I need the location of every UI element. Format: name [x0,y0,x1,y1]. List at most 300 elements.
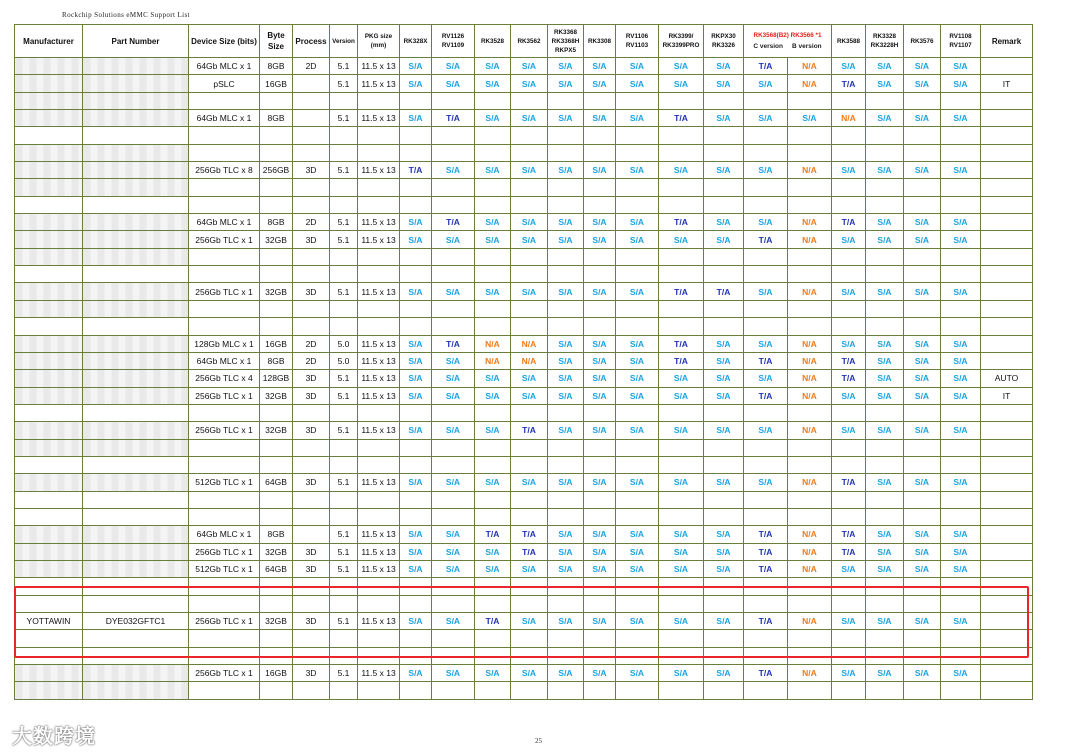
version-cell [330,595,358,612]
pkg-size-cell [358,578,400,595]
support-status-cell [704,92,744,109]
support-status-cell [432,630,475,647]
support-status-cell: S/A [866,162,904,179]
support-status-cell [511,682,548,699]
table-row [15,508,1033,525]
version-cell [330,630,358,647]
pkg-size-cell: 11.5 x 13 [358,474,400,491]
support-status-cell: S/A [941,474,981,491]
pkg-size-cell [358,595,400,612]
process-cell [293,110,330,127]
support-status-cell: S/A [866,75,904,92]
support-status-cell [400,266,432,283]
support-status-cell: T/A [832,352,866,369]
table-row [15,300,1033,317]
support-status-cell: S/A [400,474,432,491]
support-status-cell [904,595,941,612]
manufacturer-cell: YOTTAWIN [15,613,83,630]
remark-cell: IT [981,387,1033,404]
remark-cell [981,613,1033,630]
support-status-cell: S/A [400,75,432,92]
part-number-cell [83,144,189,161]
support-status-cell: T/A [659,335,704,352]
support-status-cell: N/A [788,283,832,300]
support-status-cell: S/A [400,335,432,352]
support-status-cell [584,682,616,699]
support-status-cell: S/A [659,665,704,682]
support-status-cell [432,456,475,473]
header-chip: RKPX30 RK3326 [704,25,744,58]
process-cell: 2D [293,214,330,231]
remark-cell [981,214,1033,231]
support-status-cell [400,144,432,161]
support-status-cell: S/A [616,474,659,491]
support-status-cell: T/A [832,474,866,491]
byte-size-cell: 32GB [260,422,293,439]
support-status-cell [432,196,475,213]
manufacturer-cell [15,231,83,248]
support-status-cell: S/A [548,75,584,92]
support-status-cell: S/A [400,370,432,387]
support-status-cell: S/A [511,370,548,387]
support-status-cell [584,248,616,265]
support-status-cell [432,682,475,699]
version-cell: 5.1 [330,526,358,543]
support-status-cell [548,196,584,213]
support-status-cell: S/A [904,283,941,300]
support-status-cell [616,439,659,456]
support-status-cell: S/A [704,231,744,248]
byte-size-cell [260,578,293,595]
byte-size-cell [260,266,293,283]
support-status-cell: S/A [475,58,511,75]
support-status-cell [866,682,904,699]
pkg-size-cell: 11.5 x 13 [358,560,400,577]
part-number-cell [83,439,189,456]
table-row [15,665,1033,682]
support-status-cell [548,491,584,508]
header-chip: RK3308 [584,25,616,58]
support-status-cell [548,647,584,664]
support-status-cell [704,682,744,699]
support-status-cell: N/A [788,75,832,92]
remark-cell [981,647,1033,664]
manufacturer-cell [15,335,83,352]
support-status-cell: N/A [788,370,832,387]
process-cell: 3D [293,370,330,387]
support-status-cell: S/A [866,352,904,369]
process-cell: 3D [293,387,330,404]
version-cell [330,404,358,421]
version-cell [330,456,358,473]
support-status-cell [511,508,548,525]
support-status-cell: S/A [904,370,941,387]
support-status-cell: N/A [832,110,866,127]
part-number-cell [83,526,189,543]
version-cell [330,144,358,161]
byte-size-cell: 32GB [260,543,293,560]
byte-size-cell: 8GB [260,526,293,543]
support-status-cell [584,300,616,317]
support-status-cell: S/A [548,526,584,543]
device-size-cell: 64Gb MLC x 1 [189,110,260,127]
support-status-cell [511,300,548,317]
table-row [15,179,1033,196]
support-status-cell [616,196,659,213]
support-status-cell: S/A [866,474,904,491]
support-status-cell [432,491,475,508]
version-cell [330,491,358,508]
support-status-cell: S/A [616,665,659,682]
support-status-cell [511,92,548,109]
support-status-cell [904,682,941,699]
process-cell [293,439,330,456]
support-status-cell: S/A [432,422,475,439]
manufacturer-cell [15,526,83,543]
support-status-cell: T/A [832,370,866,387]
support-status-cell [616,491,659,508]
support-status-cell [744,196,788,213]
support-status-cell: T/A [432,110,475,127]
support-status-cell [788,248,832,265]
manufacturer-cell [15,387,83,404]
part-number-cell [83,682,189,699]
part-number-cell [83,318,189,335]
manufacturer-cell [15,248,83,265]
support-status-cell [475,144,511,161]
device-size-cell [189,92,260,109]
support-status-cell [548,578,584,595]
support-status-cell: S/A [744,75,788,92]
support-status-cell [866,248,904,265]
support-status-cell [704,456,744,473]
support-status-cell: T/A [511,422,548,439]
support-status-cell [904,266,941,283]
support-status-cell [432,439,475,456]
support-status-cell [584,439,616,456]
support-status-cell: S/A [511,283,548,300]
process-cell [293,318,330,335]
support-status-cell [904,144,941,161]
device-size-cell [189,179,260,196]
manufacturer-cell [15,370,83,387]
support-status-cell [548,127,584,144]
support-status-cell: S/A [548,231,584,248]
support-status-cell [832,144,866,161]
support-status-cell: S/A [904,231,941,248]
table-row [15,456,1033,473]
device-size-cell [189,491,260,508]
support-status-cell: S/A [941,370,981,387]
support-status-cell [832,508,866,525]
device-size-cell: 256Gb TLC x 1 [189,613,260,630]
support-status-cell: S/A [432,352,475,369]
support-status-cell [704,647,744,664]
manufacturer-cell [15,682,83,699]
support-status-cell [904,179,941,196]
table-row [15,248,1033,265]
support-status-cell [704,508,744,525]
support-status-cell: S/A [584,58,616,75]
device-size-cell [189,196,260,213]
byte-size-cell [260,682,293,699]
support-status-cell [832,92,866,109]
support-status-cell: S/A [704,613,744,630]
support-status-cell: S/A [616,214,659,231]
support-status-cell: S/A [866,543,904,560]
support-status-cell: S/A [548,543,584,560]
support-status-cell [904,248,941,265]
support-status-cell [832,318,866,335]
support-status-cell: S/A [866,613,904,630]
support-status-cell [866,456,904,473]
support-status-cell: S/A [584,231,616,248]
process-cell [293,248,330,265]
support-status-cell [744,127,788,144]
support-status-cell [744,439,788,456]
support-status-cell [432,144,475,161]
header-c-version: C version [753,43,783,50]
support-status-cell [659,196,704,213]
byte-size-cell: 16GB [260,665,293,682]
pkg-size-cell [358,630,400,647]
support-status-cell: S/A [659,560,704,577]
support-status-cell: S/A [475,283,511,300]
support-status-cell [659,456,704,473]
support-status-cell [832,682,866,699]
support-status-cell [866,266,904,283]
pkg-size-cell: 11.5 x 13 [358,110,400,127]
support-status-cell [659,266,704,283]
byte-size-cell [260,196,293,213]
support-status-cell [475,92,511,109]
device-size-cell [189,630,260,647]
support-status-cell: S/A [659,474,704,491]
support-status-cell [704,248,744,265]
support-status-cell [866,404,904,421]
pkg-size-cell [358,456,400,473]
remark-cell [981,300,1033,317]
pkg-size-cell [358,92,400,109]
version-cell [330,127,358,144]
support-status-cell: S/A [584,613,616,630]
device-size-cell: 512Gb TLC x 1 [189,560,260,577]
support-status-cell: S/A [704,422,744,439]
support-status-cell: S/A [832,560,866,577]
table-body [15,58,1033,700]
support-status-cell: S/A [866,110,904,127]
manufacturer-cell [15,595,83,612]
support-status-cell [616,127,659,144]
part-number-cell [83,578,189,595]
support-status-cell: S/A [904,352,941,369]
support-status-cell: S/A [941,110,981,127]
pkg-size-cell [358,127,400,144]
header-chip: RK3368 RK3368H RKPX5 [548,25,584,58]
pkg-size-cell [358,682,400,699]
table-row [15,335,1033,352]
manufacturer-cell [15,352,83,369]
part-number-cell [83,491,189,508]
support-status-cell: S/A [475,560,511,577]
support-status-cell [475,404,511,421]
process-cell [293,682,330,699]
support-status-cell: N/A [788,58,832,75]
support-status-cell: S/A [659,75,704,92]
byte-size-cell [260,647,293,664]
process-cell [293,75,330,92]
header-rk3568-label: RK3568(B2) RK3566 *1 [753,32,822,39]
support-status-cell: S/A [904,613,941,630]
version-cell [330,439,358,456]
pkg-size-cell: 11.5 x 13 [358,543,400,560]
support-status-cell: S/A [704,543,744,560]
support-status-cell: N/A [475,335,511,352]
header-device-size: Device Size (bits) [189,25,260,58]
manufacturer-cell [15,422,83,439]
support-status-cell [788,92,832,109]
version-cell: 5.1 [330,474,358,491]
support-status-cell: S/A [548,352,584,369]
support-status-cell: S/A [432,58,475,75]
support-status-cell: N/A [788,352,832,369]
manufacturer-cell [15,543,83,560]
support-status-cell: N/A [788,665,832,682]
manufacturer-cell [15,578,83,595]
support-status-cell [704,595,744,612]
header-byte-size: Byte Size [260,25,293,58]
header-chip: RK3328 RK3228H [866,25,904,58]
support-status-cell [511,439,548,456]
table-row [15,578,1033,595]
manufacturer-cell [15,266,83,283]
support-status-cell: S/A [904,58,941,75]
process-cell: 3D [293,543,330,560]
version-cell [330,647,358,664]
support-status-cell: S/A [475,665,511,682]
support-status-cell: T/A [659,110,704,127]
support-status-cell: S/A [400,110,432,127]
support-status-cell [941,144,981,161]
version-cell: 5.1 [330,613,358,630]
support-status-cell: S/A [400,352,432,369]
table-row [15,647,1033,664]
support-status-cell: S/A [475,370,511,387]
support-status-cell: S/A [941,560,981,577]
support-status-cell: S/A [400,526,432,543]
support-status-cell: T/A [704,283,744,300]
part-number-cell [83,335,189,352]
support-status-cell: S/A [584,352,616,369]
support-status-cell: S/A [704,335,744,352]
version-cell: 5.1 [330,110,358,127]
support-status-cell [659,318,704,335]
header-chip: RK328X [400,25,432,58]
support-status-cell [866,630,904,647]
support-status-cell: S/A [432,474,475,491]
support-status-cell [704,300,744,317]
support-status-cell [866,595,904,612]
remark-cell [981,127,1033,144]
version-cell [330,179,358,196]
support-status-cell [788,647,832,664]
device-size-cell [189,248,260,265]
version-cell: 5.1 [330,422,358,439]
table-row [15,144,1033,161]
pkg-size-cell [358,508,400,525]
remark-cell [981,491,1033,508]
support-status-cell [511,179,548,196]
support-status-cell [866,196,904,213]
table-row [15,75,1033,92]
manufacturer-cell [15,404,83,421]
support-status-cell: S/A [548,110,584,127]
support-status-cell: N/A [475,352,511,369]
support-status-cell: N/A [788,422,832,439]
support-status-cell [511,578,548,595]
support-status-cell [832,595,866,612]
support-status-cell: S/A [659,613,704,630]
support-status-cell [904,404,941,421]
support-status-cell [432,127,475,144]
support-status-cell: S/A [400,231,432,248]
header-chip: RK3576 [904,25,941,58]
support-status-cell: T/A [432,214,475,231]
support-status-cell: S/A [548,665,584,682]
support-status-cell [432,578,475,595]
support-status-cell: T/A [659,283,704,300]
support-status-cell: S/A [744,283,788,300]
support-status-cell: S/A [475,387,511,404]
support-status-cell: S/A [616,613,659,630]
support-status-cell: S/A [866,283,904,300]
version-cell [330,266,358,283]
device-size-cell [189,318,260,335]
support-status-cell: S/A [832,283,866,300]
support-status-cell: T/A [744,613,788,630]
support-status-cell [584,595,616,612]
support-status-cell [659,491,704,508]
part-number-cell [83,560,189,577]
support-status-cell: S/A [475,110,511,127]
support-status-cell: S/A [704,75,744,92]
process-cell: 2D [293,352,330,369]
part-number-cell [83,75,189,92]
support-status-cell: S/A [616,387,659,404]
support-status-cell: S/A [704,162,744,179]
support-status-cell [584,179,616,196]
support-status-cell: S/A [432,543,475,560]
support-status-cell: S/A [548,613,584,630]
support-status-cell: S/A [511,474,548,491]
pkg-size-cell [358,491,400,508]
support-status-cell: S/A [616,162,659,179]
version-cell: 5.1 [330,370,358,387]
support-status-cell: S/A [432,231,475,248]
support-status-cell [432,595,475,612]
support-status-cell: S/A [659,58,704,75]
remark-cell [981,578,1033,595]
support-status-cell [941,179,981,196]
support-status-cell: S/A [704,560,744,577]
support-status-cell [432,92,475,109]
support-status-cell: S/A [475,75,511,92]
support-status-cell: S/A [788,110,832,127]
pkg-size-cell [358,318,400,335]
header-chip: RK3562 [511,25,548,58]
support-status-cell: S/A [584,560,616,577]
header-b-version: B version [792,43,822,50]
